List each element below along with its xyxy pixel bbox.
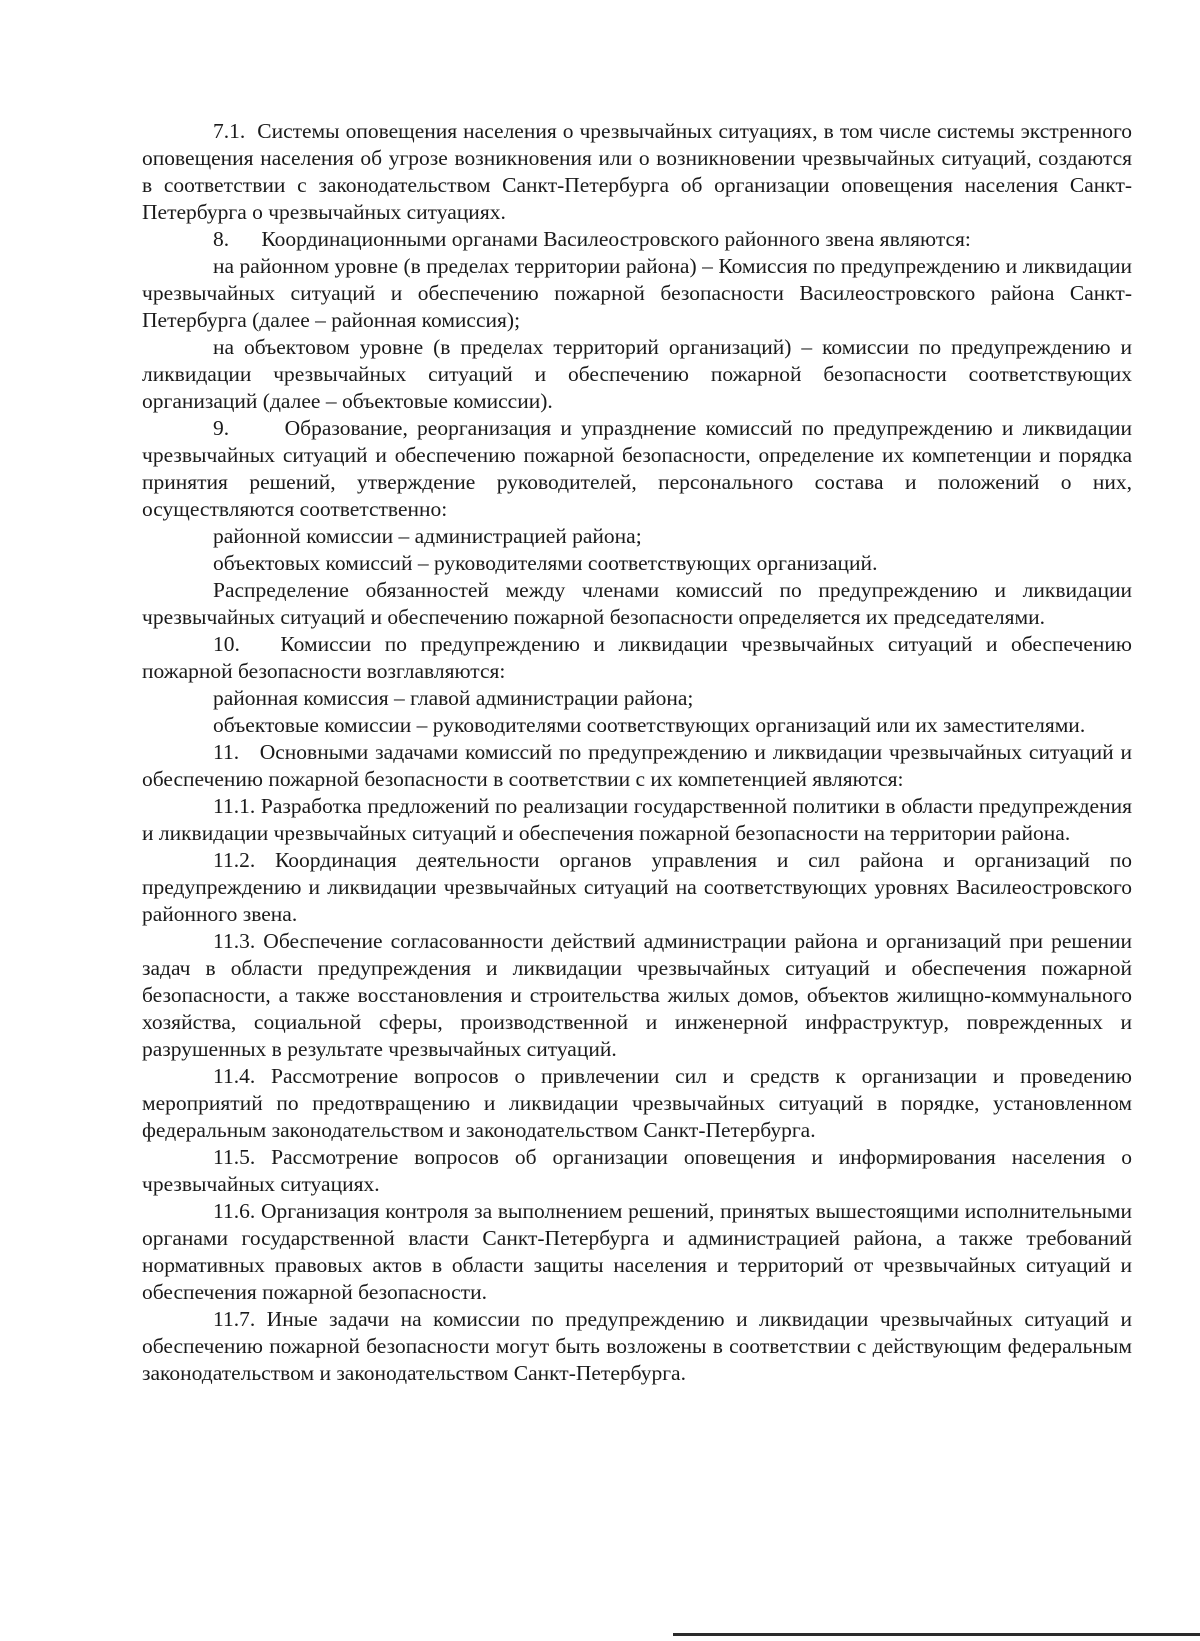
paragraph-11-1: 11.1. Разработка предложений по реализации государственной политики в области предупреждения и ликвидации чрезвычайных ситуаций и обеспечения пожарной безопасности на территории района. bbox=[142, 794, 1132, 845]
paragraph-9: 9. Образование, реорганизация и упразднение комиссий по предупреждению и ликвидации чрезвычайных ситуаций и обеспечению пожарной безопасности, определение их компетенции и порядка принятия решений, утверждение руководителей, персонального состава и положений о них, осуществляются соответственно: bbox=[142, 416, 1132, 521]
paragraph-11-5: 11.5. Рассмотрение вопросов об организации оповещения и информирования населения о чрезвычайных ситуациях. bbox=[142, 1145, 1132, 1196]
paragraph-8: 8. Координационными органами Василеостровского районного звена являются: bbox=[213, 227, 971, 251]
paragraph-8-district-level: на районном уровне (в пределах территории района) – Комиссия по предупреждению и ликвидации чрезвычайных ситуаций и обеспечению пожарной безопасности Василеостровского района Санкт-Петербурга (далее – районная комиссия); bbox=[142, 254, 1132, 332]
paragraph-7-1: 7.1. Системы оповещения населения о чрезвычайных ситуациях, в том числе системы экстренного оповещения населения об угрозе возникновения или о возникновении чрезвычайных ситуаций, создаются в соответствии с законодательством Санкт-Петербурга об организации оповещения населения Санкт-Петербурга о чрезвычайных ситуациях. bbox=[142, 119, 1132, 224]
paragraph-10-object: объектовые комиссии – руководителями соответствующих организаций или их заместителями. bbox=[213, 713, 1086, 737]
paragraph-9-object: объектовых комиссий – руководителями соответствующих организаций. bbox=[213, 551, 878, 575]
paragraph-9-district: районной комиссии – администрацией района; bbox=[213, 524, 642, 548]
paragraph-11-3: 11.3. Обеспечение согласованности действий администрации района и организаций при решении задач в области предупреждения и ликвидации чрезвычайных ситуаций и обеспечения пожарной безопасности, а также восстановления и строительства жилых домов, объектов жилищно-коммунального хозяйства, социальной сферы, производственной и инженерной инфраструктур, поврежденных и разрушенных в результате чрезвычайных ситуаций. bbox=[142, 929, 1132, 1061]
paragraph-9-duties: Распределение обязанностей между членами комиссий по предупреждению и ликвидации чрезвычайных ситуаций и обеспечению пожарной безопасности определяется их председателями. bbox=[142, 578, 1132, 629]
paragraph-11-2: 11.2. Координация деятельности органов управления и сил района и организаций по предупреждению и ликвидации чрезвычайных ситуаций на соответствующих уровнях Василеостровского районного звена. bbox=[142, 848, 1132, 926]
paragraph-10-district: районная комиссия – главой администрации района; bbox=[213, 686, 694, 710]
paragraph-11-7: 11.7. Иные задачи на комиссии по предупреждению и ликвидации чрезвычайных ситуаций и обеспечению пожарной безопасности могут быть возложены в соответствии с действующим федеральным законодательством и законодательством Санкт-Петербурга. bbox=[142, 1307, 1132, 1385]
paragraph-11-6: 11.6. Организация контроля за выполнением решений, принятых вышестоящими исполнительными органами государственной власти Санкт-Петербурга и администрацией района, а также требований нормативных правовых актов в области защиты населения и территорий от чрезвычайных ситуаций и обеспечения пожарной безопасности. bbox=[142, 1199, 1132, 1304]
paragraph-8-object-level: на объектовом уровне (в пределах территорий организаций) – комиссии по предупреждению и ликвидации чрезвычайных ситуаций и обеспечению пожарной безопасности соответствующих организаций (далее – объектовые комиссии). bbox=[142, 335, 1132, 413]
page-bottom-rule bbox=[673, 1633, 1200, 1636]
paragraph-10: 10. Комиссии по предупреждению и ликвидации чрезвычайных ситуаций и обеспечению пожарной безопасности возглавляются: bbox=[142, 632, 1132, 683]
paragraph-11: 11. Основными задачами комиссий по предупреждению и ликвидации чрезвычайных ситуаций и обеспечению пожарной безопасности в соответствии с их компетенцией являются: bbox=[142, 740, 1132, 791]
paragraph-11-4: 11.4. Рассмотрение вопросов о привлечении сил и средств к организации и проведению мероприятий по предотвращению и ликвидации чрезвычайных ситуаций в порядке, установленном федеральным законодательством и законодательством Санкт-Петербурга. bbox=[142, 1064, 1132, 1142]
document-body bbox=[142, 118, 1132, 1387]
